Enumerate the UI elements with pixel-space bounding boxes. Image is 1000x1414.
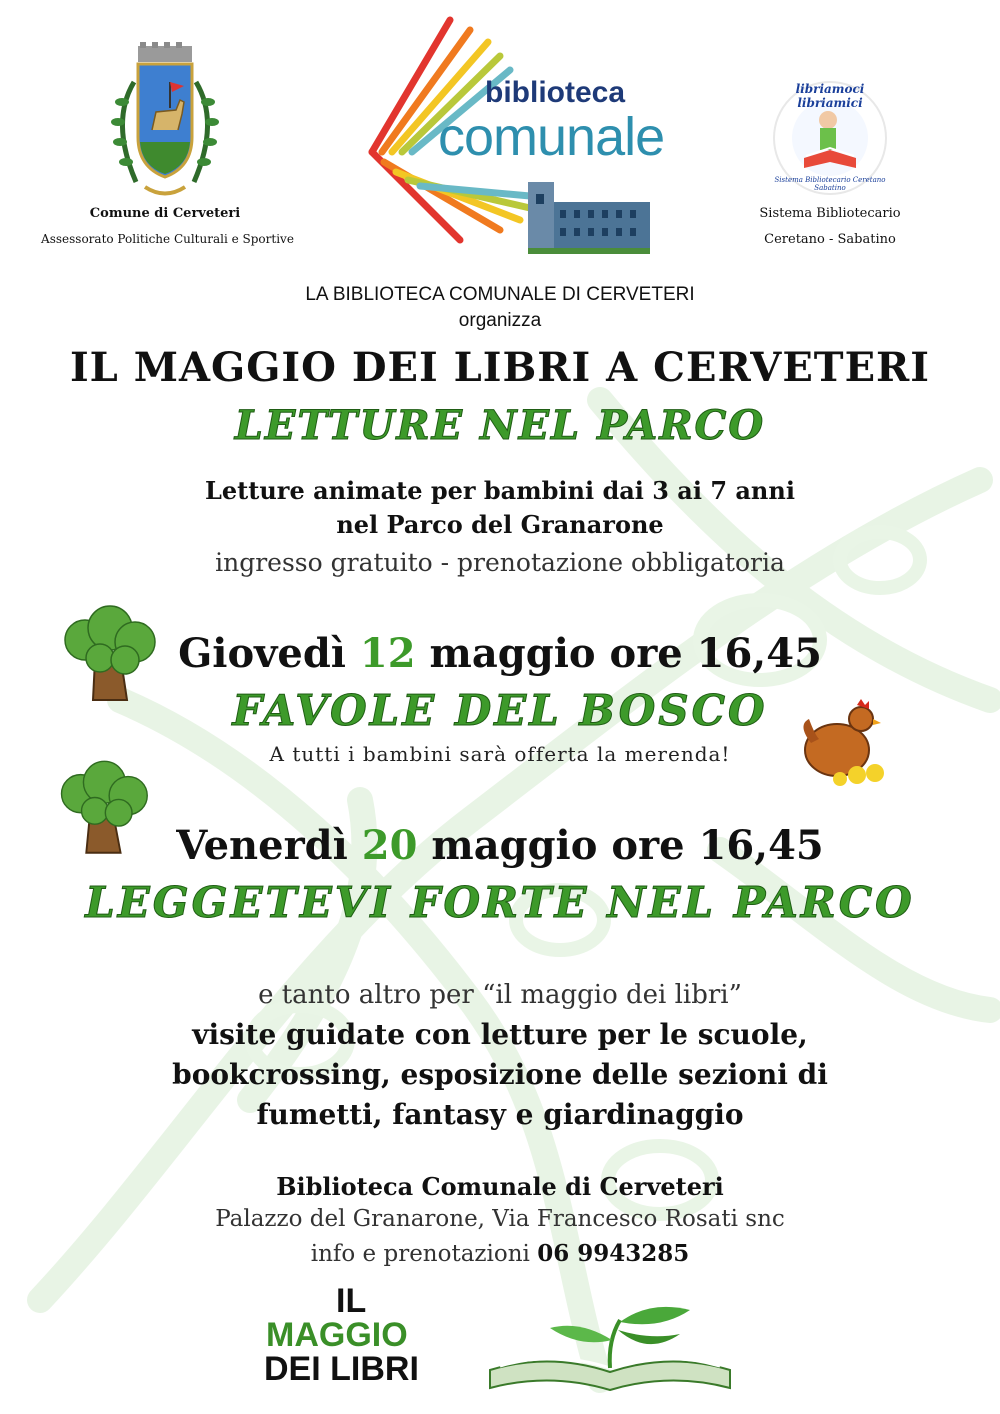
open-book-sprout-icon (480, 1300, 740, 1395)
more-line-genres: fumetti, fantasy e giardinaggio (256, 1098, 744, 1131)
event1-day: Giovedì (178, 630, 346, 677)
event1-note: A tutti i bambini sarà offerta la merenda! (269, 742, 731, 766)
right-logo-title: libriamoci libriamici (795, 82, 865, 110)
event1-date (0, 630, 1000, 677)
event1-day-number: 12 (359, 630, 416, 677)
event2-day: Venerdì (176, 822, 348, 869)
comune-department: Assessorato Politiche Culturali e Sportive (41, 232, 294, 246)
footer-logo-dei-libri: DEI LIBRI (264, 1350, 419, 1388)
contact-info-label: info e prenotazioni (310, 1241, 530, 1267)
comune-name: Comune di Cerveteri (89, 206, 241, 221)
comune-coat-of-arms-icon (100, 42, 230, 202)
contact-name: Biblioteca Comunale di Cerveteri (276, 1172, 724, 1201)
more-line-bookcrossing: bookcrossing, esposizione delle sezioni di (172, 1058, 828, 1091)
page-title: IL MAGGIO DEI LIBRI A CERVETERI (69, 344, 931, 391)
more-intro: e tanto altro per “il maggio dei libri” (258, 980, 742, 1010)
contact-phone: 06 9943285 (537, 1240, 690, 1267)
event1-time: maggio ore 16,45 (429, 630, 822, 677)
description-line2: nel Parco del Granarone (336, 510, 664, 539)
event2-day-number: 20 (361, 822, 418, 869)
library-logo-word-biblioteca: biblioteca (485, 76, 626, 109)
system-name-line2: Ceretano - Sabatino (764, 232, 896, 247)
more-line-schools: visite guidate con letture per le scuole, (192, 1018, 808, 1051)
hen-with-chicks-icon (795, 695, 895, 790)
intro-organizer: LA BIBLIOTECA COMUNALE DI CERVETERI (305, 284, 695, 305)
footer-logo-il: IL (336, 1282, 367, 1320)
event2-date (0, 822, 1000, 869)
right-logo-ring-text: Sistema Bibliotecario Ceretano Sabatino (774, 176, 886, 192)
event2-title: LEGGETEVI FORTE NEL PARCO (85, 878, 915, 927)
contact-info (0, 1240, 1000, 1267)
description-line3: ingresso gratuito - prenotazione obbligatoria (215, 548, 785, 577)
library-logo-word-comunale: comunale (438, 107, 665, 167)
system-name-line1: Sistema Bibliotecario (759, 206, 901, 221)
intro-organizza: organizza (458, 310, 542, 331)
event2-time: maggio ore 16,45 (431, 822, 824, 869)
event1-title: FAVOLE DEL BOSCO (232, 686, 768, 735)
contact-address: Palazzo del Granarone, Via Francesco Rosati snc (215, 1206, 785, 1232)
footer-logo-maggio: MAGGIO (266, 1316, 408, 1354)
page-subtitle: LETTURE NEL PARCO (234, 402, 766, 449)
description-line1: Letture animate per bambini dai 3 ai 7 anni (205, 476, 795, 505)
